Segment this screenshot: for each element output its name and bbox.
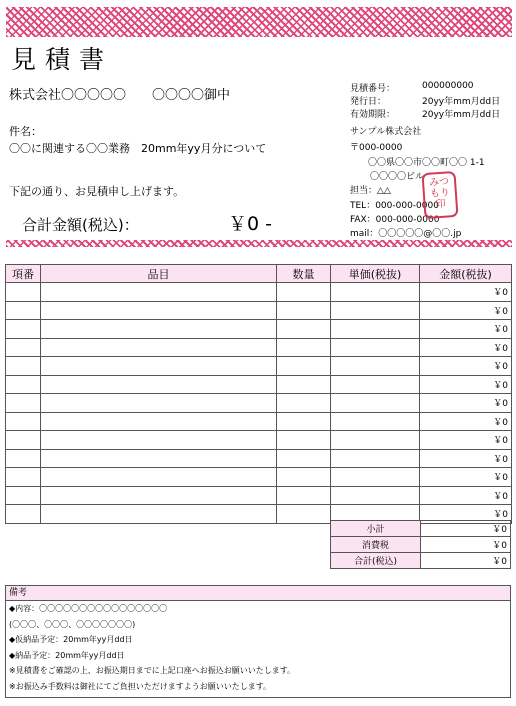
table-row: [6, 320, 512, 339]
expiry-date-value: 20yy年mm月dd日: [422, 110, 501, 120]
tax-label: 消費税: [331, 537, 421, 553]
row-amount: ￥0: [420, 505, 512, 524]
subtotal-value: ￥0: [421, 521, 511, 537]
expiry-date-label: 有効期限：: [350, 110, 396, 120]
remarks-line: (〇〇〇、〇〇〇、〇〇〇〇〇〇〇): [9, 619, 136, 629]
column-header-amount: 金額(税抜): [420, 265, 512, 283]
subject-text: 〇〇に関連する〇〇業務 20mm年yy月分について: [9, 142, 267, 155]
seal-stamp-icon: みつ もり 印: [421, 171, 458, 219]
total-amount-value: ￥0 -: [228, 213, 272, 235]
estimate-number-value: 000000000: [422, 81, 474, 91]
issuer-building: 〇〇〇〇ビル: [370, 172, 425, 182]
tax-row: [331, 537, 511, 553]
greeting-text: 下記の通り、お見積申し上げます。: [9, 185, 185, 198]
remarks-line: ◆仮納品予定：20mm年yy月dd日: [9, 635, 133, 644]
grand-total-row: [331, 553, 511, 569]
table-row: [6, 468, 512, 487]
row-amount: ￥0: [420, 431, 512, 450]
issue-date-value: 20yy年mm月dd日: [422, 97, 501, 107]
row-amount: ￥0: [420, 449, 512, 468]
remarks-box: [5, 585, 511, 698]
houndstooth-header-band: [6, 7, 512, 37]
subject-label: 件名：: [9, 125, 42, 138]
column-header-unit-price: 単価(税抜): [331, 265, 420, 283]
row-amount: ￥0: [420, 486, 512, 505]
table-row: [6, 283, 512, 302]
subtotal-row: [331, 521, 511, 537]
issuer-person: 担当：△△: [350, 186, 391, 196]
table-row: [6, 431, 512, 450]
table-row: [6, 412, 512, 431]
tax-value: ￥0: [421, 537, 511, 553]
row-amount: ￥0: [420, 394, 512, 413]
subtotal-label: 小計: [331, 521, 421, 537]
remarks-title: 備考: [6, 586, 510, 601]
summary-table: [330, 520, 511, 569]
houndstooth-divider-band: [6, 240, 512, 247]
row-amount: ￥0: [420, 357, 512, 376]
document-title: 見積書: [11, 45, 114, 74]
issue-date-label: 発行日：: [350, 97, 387, 107]
remarks-line: ※お振込み手数料は御社にてご負担いただけますようお願いいたします。: [9, 681, 272, 691]
row-amount: ￥0: [420, 468, 512, 487]
issuer-tel: TEL：000-000-0000: [350, 201, 439, 211]
row-amount: ￥0: [420, 412, 512, 431]
issuer-company: サンプル株式会社: [350, 127, 422, 137]
estimate-number-label: 見積番号：: [350, 84, 396, 94]
table-header-row: [6, 265, 512, 283]
table-row: [6, 301, 512, 320]
remarks-line: ◆納品予定：20mm年yy月dd日: [9, 650, 125, 660]
total-amount-label: 合計金額(税込)：: [22, 216, 139, 234]
row-amount: ￥0: [420, 338, 512, 357]
table-row: [6, 357, 512, 376]
remarks-line: ◆内容：〇〇〇〇〇〇〇〇〇〇〇〇〇〇〇〇: [9, 604, 168, 613]
grand-total-label: 合計(税込): [331, 553, 421, 569]
row-amount: ￥0: [420, 375, 512, 394]
row-amount: ￥0: [420, 320, 512, 339]
grand-total-value: ￥0: [421, 553, 511, 569]
row-amount: ￥0: [420, 283, 512, 302]
table-row: [6, 394, 512, 413]
table-row: [6, 449, 512, 468]
column-header-number: 項番: [6, 265, 41, 283]
row-amount: ￥0: [420, 301, 512, 320]
issuer-fax: FAX：000-000-0000: [350, 215, 440, 225]
column-header-quantity: 数量: [277, 265, 331, 283]
table-row: [6, 375, 512, 394]
line-items-table: [5, 264, 512, 524]
issuer-address: 〇〇県〇〇市〇〇町〇〇 1-1: [368, 158, 485, 168]
remarks-line: ※見積書をご確認の上、お振込期日までに上記口座へお振込お願いいたします。: [9, 666, 296, 675]
column-header-item: 品目: [41, 265, 277, 283]
table-row: [6, 486, 512, 505]
client-name: 株式会社〇〇〇〇〇 〇〇〇〇御中: [9, 88, 231, 103]
issuer-mail: mail：〇〇〇〇〇@〇〇.jp: [350, 229, 462, 239]
table-row: [6, 338, 512, 357]
issuer-postal: 〒000-0000: [350, 143, 403, 153]
